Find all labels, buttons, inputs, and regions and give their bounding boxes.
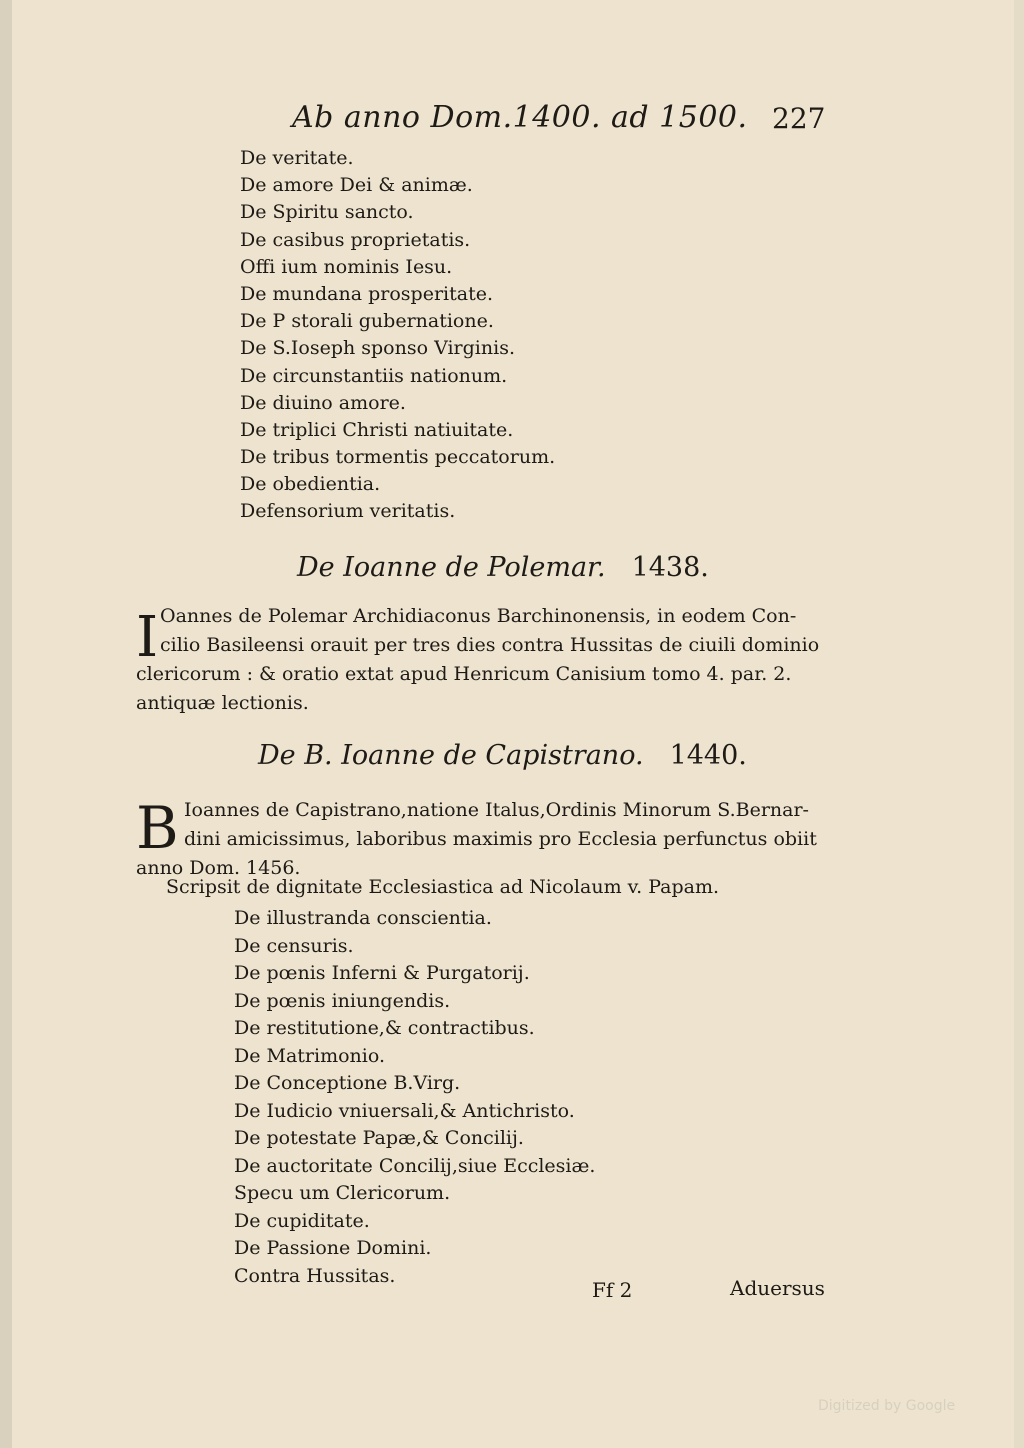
works-list-top (240, 145, 555, 526)
paragraph-line: anno Dom. 1456. (136, 857, 301, 879)
scripsit-line: Scripsit de dignitate Ecclesiastica ad Nicolaum v. Papam. (166, 876, 719, 898)
list-item: De illustranda conscientia. (234, 907, 492, 929)
list-item: De diuino amore. (240, 391, 406, 414)
works-list-bottom (234, 905, 595, 1290)
list-item: De Conceptione B.Virg. (234, 1072, 461, 1094)
heading-name: De B. Ioanne de Capistrano. (258, 740, 644, 771)
list-item: De censuris. (234, 934, 354, 957)
drop-cap: I (136, 605, 159, 670)
list-item: De mundana prosperitate. (240, 282, 493, 305)
digitization-watermark: Digitized by Google (818, 1398, 956, 1414)
section-heading-capistrano (258, 740, 747, 771)
list-item: De veritate. (240, 147, 354, 169)
catchword: Aduersus (730, 1276, 825, 1300)
list-item: De tribus tormentis peccatorum. (240, 446, 556, 469)
list-item: De restitutione,& contractibus. (234, 1017, 535, 1039)
list-item: De circunstantiis nationum. (240, 364, 508, 387)
list-item: De Matrimonio. (234, 1044, 386, 1067)
heading-year: 1438. (631, 552, 709, 583)
list-item: De S.Ioseph sponso Virginis. (240, 337, 515, 360)
list-item: De Spiritu sancto. (240, 201, 414, 224)
list-item: De potestate Papæ,& Concilij. (234, 1127, 524, 1149)
running-head: Ab anno Dom.1400. ad 1500. (292, 100, 748, 135)
list-item: Offi ium nominis Iesu. (240, 255, 453, 278)
signature-mark: Ff 2 (592, 1278, 633, 1302)
list-item: Specu um Clericorum. (234, 1182, 451, 1204)
paragraph-line: dini amicissimus, laboribus maximis pro Ecclesia perfunctus obiit (184, 828, 817, 850)
list-item: Defensorium veritatis. (240, 500, 456, 523)
list-item: De Iudicio vniuersali,& Antichristo. (234, 1099, 575, 1122)
paragraph-line: antiquæ lectionis. (136, 692, 309, 714)
paragraph-polemar (136, 602, 826, 718)
heading-year: 1440. (669, 740, 747, 771)
list-item: De pœnis iniungendis. (234, 989, 451, 1012)
list-item: De Passione Domini. (234, 1237, 432, 1259)
list-item: De cupiditate. (234, 1209, 370, 1232)
list-item: De casibus proprietatis. (240, 228, 471, 251)
list-item: De amore Dei & animæ. (240, 174, 473, 197)
list-item: De P storali gubernatione. (240, 310, 494, 333)
paragraph-line: cilio Basileensi orauit per tres dies contra Hussitas de ciuili dominio (160, 634, 820, 656)
section-heading-polemar (297, 552, 709, 583)
list-item: De obedientia. (240, 473, 381, 496)
paragraph-line: Oannes de Polemar Archidiaconus Barchinonensis, in eodem Con- (160, 605, 797, 627)
list-item: De triplici Christi natiuitate. (240, 418, 514, 441)
page-edge-right (1014, 0, 1024, 1448)
paragraph-capistrano (136, 796, 826, 883)
page-edge-left (0, 0, 12, 1448)
list-item: De auctoritate Concilij,siue Ecclesiæ. (234, 1154, 596, 1177)
list-item: De pœnis Inferni & Purgatorij. (234, 962, 530, 984)
paragraph-line: Ioannes de Capistrano,natione Italus,Ordinis Minorum S.Bernar- (184, 799, 809, 821)
paragraph-line: clericorum : & oratio extat apud Henricum Canisium tomo 4. par. 2. (136, 663, 792, 685)
list-item: Contra Hussitas. (234, 1264, 396, 1287)
heading-name: De Ioanne de Polemar. (297, 552, 606, 583)
drop-cap: B (136, 794, 179, 862)
page-number: 227 (772, 102, 826, 135)
